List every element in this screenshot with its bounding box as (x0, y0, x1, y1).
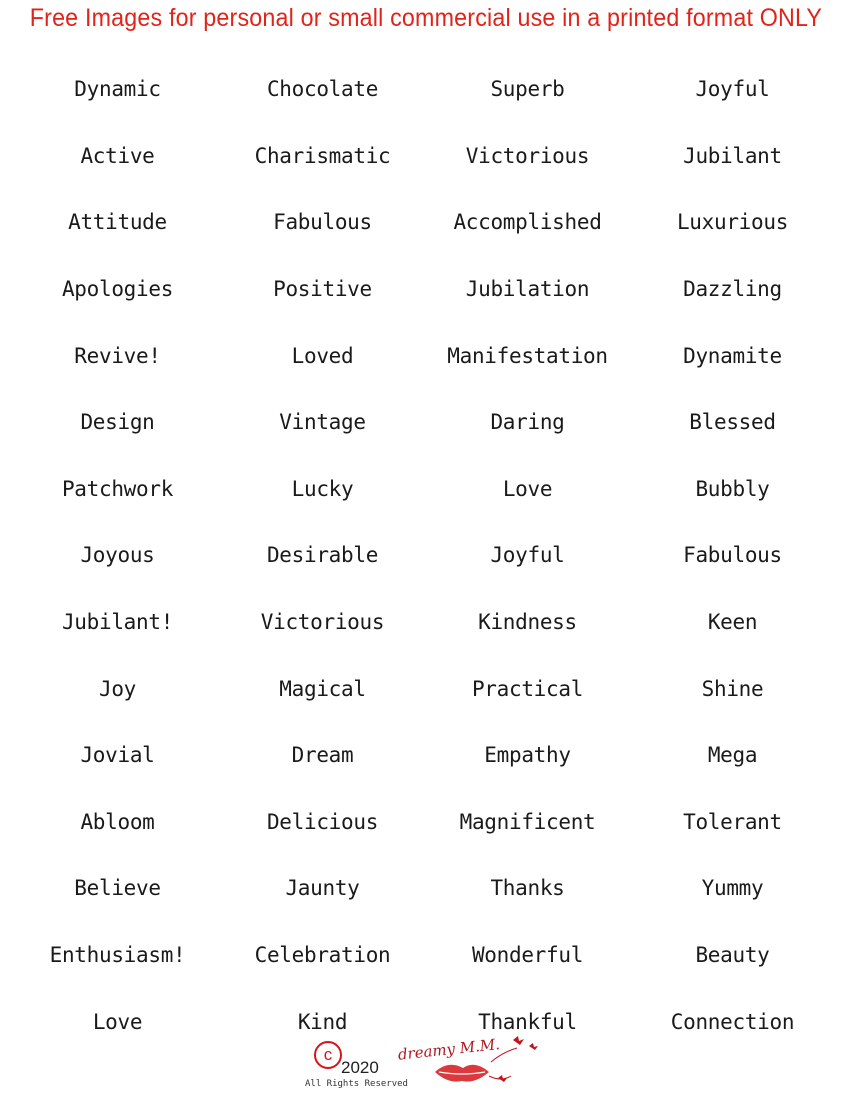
word-item: Love (92, 1009, 143, 1034)
word-item: Jaunty (285, 876, 360, 901)
usage-notice: Free Images for personal or small commercial use in a printed format ONLY (29, 4, 823, 32)
copyright-logo (305, 1036, 555, 1096)
word-item: Thanks (490, 876, 565, 901)
word-item: Jovial (80, 743, 155, 768)
word-item: Wonderful (471, 943, 584, 968)
word-item: Jubilant! (61, 610, 174, 635)
word-item: Thankful (478, 1009, 577, 1034)
word-item: Celebration (254, 943, 391, 968)
word-item: Manifestation (447, 343, 608, 368)
word-item: Active (80, 143, 155, 168)
word-item: Loved (291, 343, 354, 368)
word-item: Tolerant (683, 809, 782, 834)
word-item: Dynamic (74, 77, 161, 102)
word-item: Connection (670, 1009, 795, 1034)
word-item: Practical (471, 676, 584, 701)
word-item: Magnificent (459, 809, 596, 834)
word-item: Believe (74, 876, 161, 901)
word-item: Fabulous (273, 210, 372, 235)
word-item: Love (502, 476, 553, 501)
word-item: Desirable (266, 543, 379, 568)
word-item: Bubbly (695, 476, 770, 501)
word-item: Charismatic (254, 143, 391, 168)
word-item: Delicious (266, 809, 379, 834)
word-item: Kind (297, 1009, 348, 1034)
rights-reserved-text: All Rights Reserved (305, 1079, 408, 1089)
word-item: Beauty (695, 943, 770, 968)
word-item: Yummy (701, 876, 764, 901)
word-item: Jubilation (465, 277, 590, 302)
copyright-year: 2020 (341, 1058, 379, 1077)
word-item: Abloom (80, 809, 155, 834)
word-item: Joy (98, 676, 137, 701)
lips-icon (435, 1065, 489, 1082)
signature-logo (393, 1032, 553, 1094)
word-item: Lucky (291, 476, 354, 501)
word-item: Keen (707, 610, 758, 635)
word-item: Shine (701, 676, 764, 701)
word-item: Empathy (484, 743, 571, 768)
word-item: Victorious (465, 143, 590, 168)
word-item: Attitude (68, 210, 167, 235)
word-item: Kindness (478, 610, 577, 635)
copyright-icon: c (314, 1041, 342, 1069)
word-item: Dynamite (683, 343, 782, 368)
word-item: Victorious (260, 610, 385, 635)
word-item: Chocolate (266, 77, 379, 102)
word-item: Blessed (689, 410, 776, 435)
word-item: Positive (273, 277, 372, 302)
word-item: Revive! (74, 343, 161, 368)
word-item: Patchwork (61, 476, 174, 501)
word-item: Magical (279, 676, 366, 701)
word-item: Dazzling (683, 277, 782, 302)
word-item: Vintage (279, 410, 366, 435)
word-item: Fabulous (683, 543, 782, 568)
signature-text: dreamy M.M. (397, 1035, 501, 1064)
word-item: Joyful (490, 543, 565, 568)
word-item: Accomplished (453, 210, 602, 235)
word-item: Design (80, 410, 155, 435)
word-item: Enthusiasm! (49, 943, 186, 968)
word-item: Jubilant (683, 143, 782, 168)
word-item: Joyous (80, 543, 155, 568)
word-item: Apologies (61, 277, 174, 302)
word-grid (15, 56, 835, 1055)
word-item: Dream (291, 743, 354, 768)
word-item: Superb (490, 77, 565, 102)
word-item: Joyful (695, 77, 770, 102)
word-item: Mega (707, 743, 758, 768)
word-item: Daring (490, 410, 565, 435)
word-item: Luxurious (676, 210, 789, 235)
